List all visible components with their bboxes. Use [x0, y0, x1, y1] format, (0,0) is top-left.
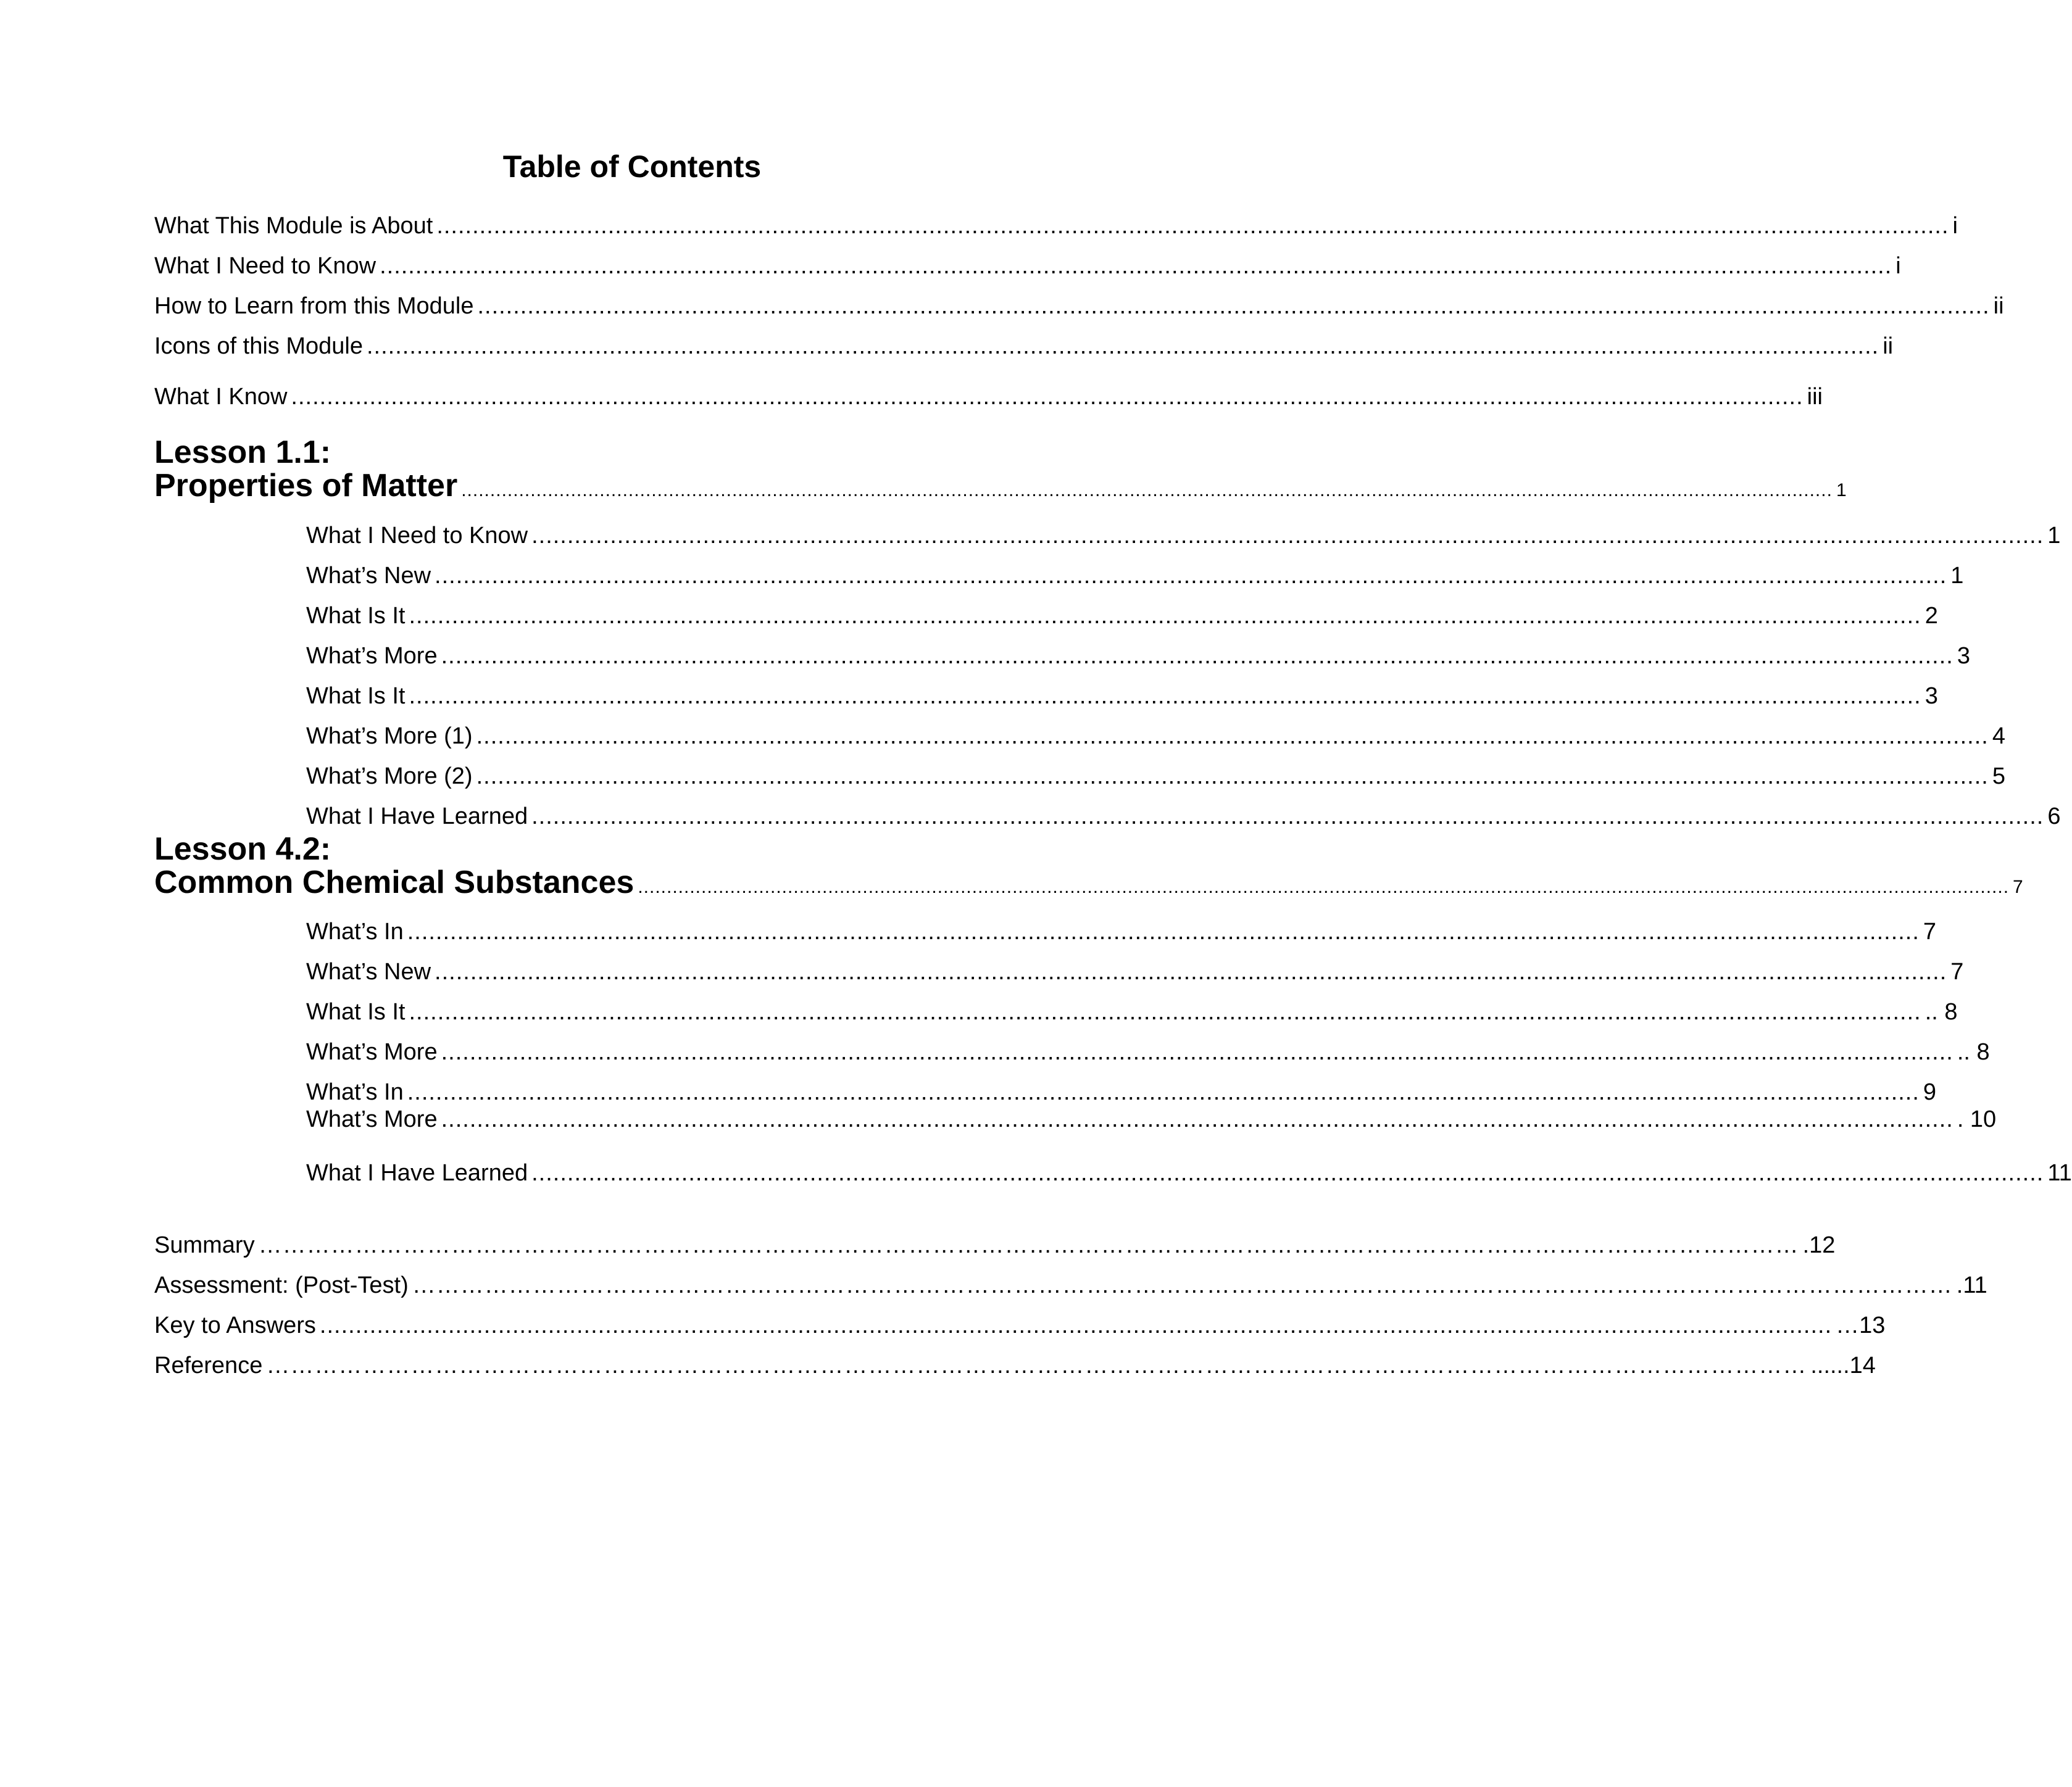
- toc-entry-label: What’s More (2): [306, 763, 473, 789]
- toc-entry-label: What’s More (1): [306, 723, 473, 749]
- toc-entry-summary[interactable]: [154, 1231, 1836, 1259]
- dot-leader: ..............................................................................................................................................................................................................................................: [638, 877, 2010, 897]
- toc-entry-page: 9: [1923, 1079, 1937, 1105]
- dot-leader: ....................................................................................................................................................................................................................: [319, 1312, 1833, 1338]
- dot-leader: ....................................................................................................................................................................................................................: [477, 293, 1990, 319]
- toc-entry-label: Key to Answers: [154, 1312, 316, 1338]
- toc-entry-page: 7: [1950, 959, 1964, 985]
- toc-entry-lesson-4-2[interactable]: [154, 864, 2023, 902]
- dot-leader: ....................................................................................................................................................................................................................: [531, 803, 2044, 829]
- toc-entry-label: What’s In: [306, 1079, 404, 1105]
- dot-leader: ....................................................................................................................................................................................................................: [409, 999, 1921, 1025]
- toc-entry-sub[interactable]: [306, 802, 2061, 831]
- toc-entry-label: What This Module is About: [154, 213, 433, 239]
- toc-entry-page: .12: [1802, 1232, 1836, 1258]
- toc-entry-page: 3: [1957, 643, 1970, 669]
- toc-entry-label: What I Have Learned: [306, 803, 528, 829]
- toc-entry-sub[interactable]: [306, 1038, 1990, 1066]
- toc-entry-page: .. 8: [1924, 999, 1958, 1025]
- dot-leader: ....................................................................................................................................................................................................................: [435, 563, 1947, 589]
- dot-leader: ....................................................................................................................................................................................................................: [531, 523, 2044, 549]
- dot-leader: ....................................................................................................................................................................................................................: [435, 959, 1947, 985]
- toc-entry-label: How to Learn from this Module: [154, 293, 474, 319]
- toc-entry-what-this-module-is-about[interactable]: [154, 212, 1958, 240]
- toc-entry-sub[interactable]: [306, 722, 2005, 750]
- toc-entry-label: Icons of this Module: [154, 333, 363, 359]
- dot-leader: ....................................................................................................................................................................................................................: [441, 1039, 1953, 1065]
- toc-entry-label: What I Know: [154, 384, 288, 410]
- dot-leader: ....................................................................................................................................................................................................................: [409, 603, 1921, 629]
- toc-entry-page: 1: [1950, 563, 1964, 589]
- toc-entry-page: 6: [2047, 803, 2061, 829]
- toc-entry-page: 1: [2047, 523, 2061, 549]
- toc-entry-page: 2: [1924, 603, 1938, 629]
- toc-entry-page: 7: [2013, 877, 2023, 897]
- toc-entry-page: iii: [1807, 384, 1823, 410]
- lesson-number-label: Lesson 1.1:: [154, 434, 331, 470]
- dot-leader: ....................................................................................................................................................................................................................: [407, 1079, 1920, 1105]
- toc-entry-page: 11: [2047, 1160, 2072, 1186]
- dot-leader: ....................................................................................................................................................................................................................: [441, 643, 1953, 669]
- toc-entry-label: What’s New: [306, 563, 431, 589]
- toc-entry-label: Reference: [154, 1353, 263, 1379]
- toc-entry-label: What Is It: [306, 999, 406, 1025]
- dot-leader: ....................................................................................................................................................................................................................: [291, 384, 1804, 410]
- toc-entry-page: i: [1952, 213, 1958, 239]
- dot-leader: …………………………………………………………………………………………………………………………………………………………………………: [258, 1232, 1799, 1258]
- toc-entry-sub[interactable]: [306, 682, 1938, 710]
- toc-entry-reference[interactable]: [154, 1351, 1876, 1380]
- lesson-number-label: Lesson 4.2:: [154, 831, 331, 867]
- toc-entry-label: What’s More: [306, 1039, 438, 1065]
- toc-entry-page: . 10: [1957, 1106, 1997, 1132]
- toc-entry-label: What’s New: [306, 959, 431, 985]
- toc-entry-label: What’s More: [306, 1106, 438, 1132]
- toc-entry-page: 7: [1923, 919, 1937, 945]
- toc-entry-sub[interactable]: [306, 1078, 1937, 1106]
- toc-entry-page: 1: [1836, 480, 1847, 500]
- toc-entry-sub[interactable]: [306, 762, 2005, 790]
- toc-entry-label: Assessment: (Post-Test): [154, 1272, 409, 1298]
- dot-leader: ....................................................................................................................................................................................................................: [476, 723, 1989, 749]
- toc-entry-label: What Is It: [306, 683, 406, 709]
- dot-leader: ....................................................................................................................................................................................................................: [409, 683, 1921, 709]
- toc-entry-page: i: [1895, 253, 1901, 279]
- dot-leader: ....................................................................................................................................................................................................................: [366, 333, 1879, 359]
- toc-entry-label: What Is It: [306, 603, 406, 629]
- toc-entry-sub[interactable]: [306, 958, 1964, 986]
- toc-entry-label: What’s More: [306, 643, 438, 669]
- dot-leader: ....................................................................................................................................................................................................................: [380, 253, 1892, 279]
- dot-leader: ....................................................................................................................................................................................................................: [407, 919, 1920, 945]
- toc-entry-page: ii: [1883, 333, 1894, 359]
- toc-entry-page: …13: [1836, 1312, 1886, 1338]
- toc-entry-page: .. 8: [1957, 1039, 1990, 1065]
- toc-entry-sub[interactable]: [306, 602, 1938, 630]
- toc-entry-sub[interactable]: [306, 998, 1958, 1026]
- toc-entry-label: What’s In: [306, 919, 404, 945]
- toc-entry-sub[interactable]: [306, 1105, 1997, 1134]
- toc-entry-what-i-know[interactable]: [154, 383, 1823, 411]
- toc-entry-how-to-learn[interactable]: [154, 292, 2004, 320]
- page-title: Table of Contents: [502, 149, 762, 184]
- toc-entry-label: What I Need to Know: [154, 253, 377, 279]
- toc-entry-sub[interactable]: [306, 918, 1937, 946]
- toc-entry-label: What I Need to Know: [306, 523, 528, 549]
- toc-entry-page: .11: [1956, 1272, 1987, 1298]
- lesson-title: Properties of Matter: [154, 468, 458, 504]
- dot-leader: …………………………………………………………………………………………………………………………………………………………………………: [266, 1353, 1807, 1379]
- toc-entry-what-i-need-to-know[interactable]: [154, 252, 1901, 280]
- toc-entry-sub[interactable]: [306, 562, 1964, 590]
- toc-entry-sub[interactable]: [306, 1159, 2072, 1187]
- toc-entry-page: ii: [1993, 293, 2004, 319]
- toc-entry-page: 3: [1924, 683, 1938, 709]
- toc-entry-assessment[interactable]: [154, 1271, 1987, 1300]
- dot-leader: ....................................................................................................................................................................................................................: [436, 213, 1949, 239]
- toc-entry-label: Summary: [154, 1232, 255, 1258]
- dot-leader: ....................................................................................................................................................................................................................: [476, 763, 1989, 789]
- dot-leader: ....................................................................................................................................................................................................................: [441, 1106, 1953, 1132]
- toc-entry-lesson-1-1[interactable]: [154, 468, 1847, 505]
- toc-entry-page: 4: [1992, 723, 2005, 749]
- toc-entry-sub[interactable]: [306, 642, 1970, 670]
- toc-entry-key-to-answers[interactable]: [154, 1311, 1886, 1340]
- toc-entry-page: ......14: [1810, 1353, 1876, 1379]
- lesson-title: Common Chemical Substances: [154, 864, 634, 900]
- dot-leader: …………………………………………………………………………………………………………………………………………………………………………: [412, 1272, 1953, 1298]
- toc-entry-label: What I Have Learned: [306, 1160, 528, 1186]
- dot-leader: ..............................................................................................................................................................................................................................................: [461, 480, 1833, 500]
- toc-entry-page: 5: [1992, 763, 2005, 789]
- toc-entry-icons-of-this-module[interactable]: [154, 332, 1894, 360]
- toc-entry-sub[interactable]: [306, 521, 2061, 550]
- dot-leader: ....................................................................................................................................................................................................................: [531, 1160, 2044, 1186]
